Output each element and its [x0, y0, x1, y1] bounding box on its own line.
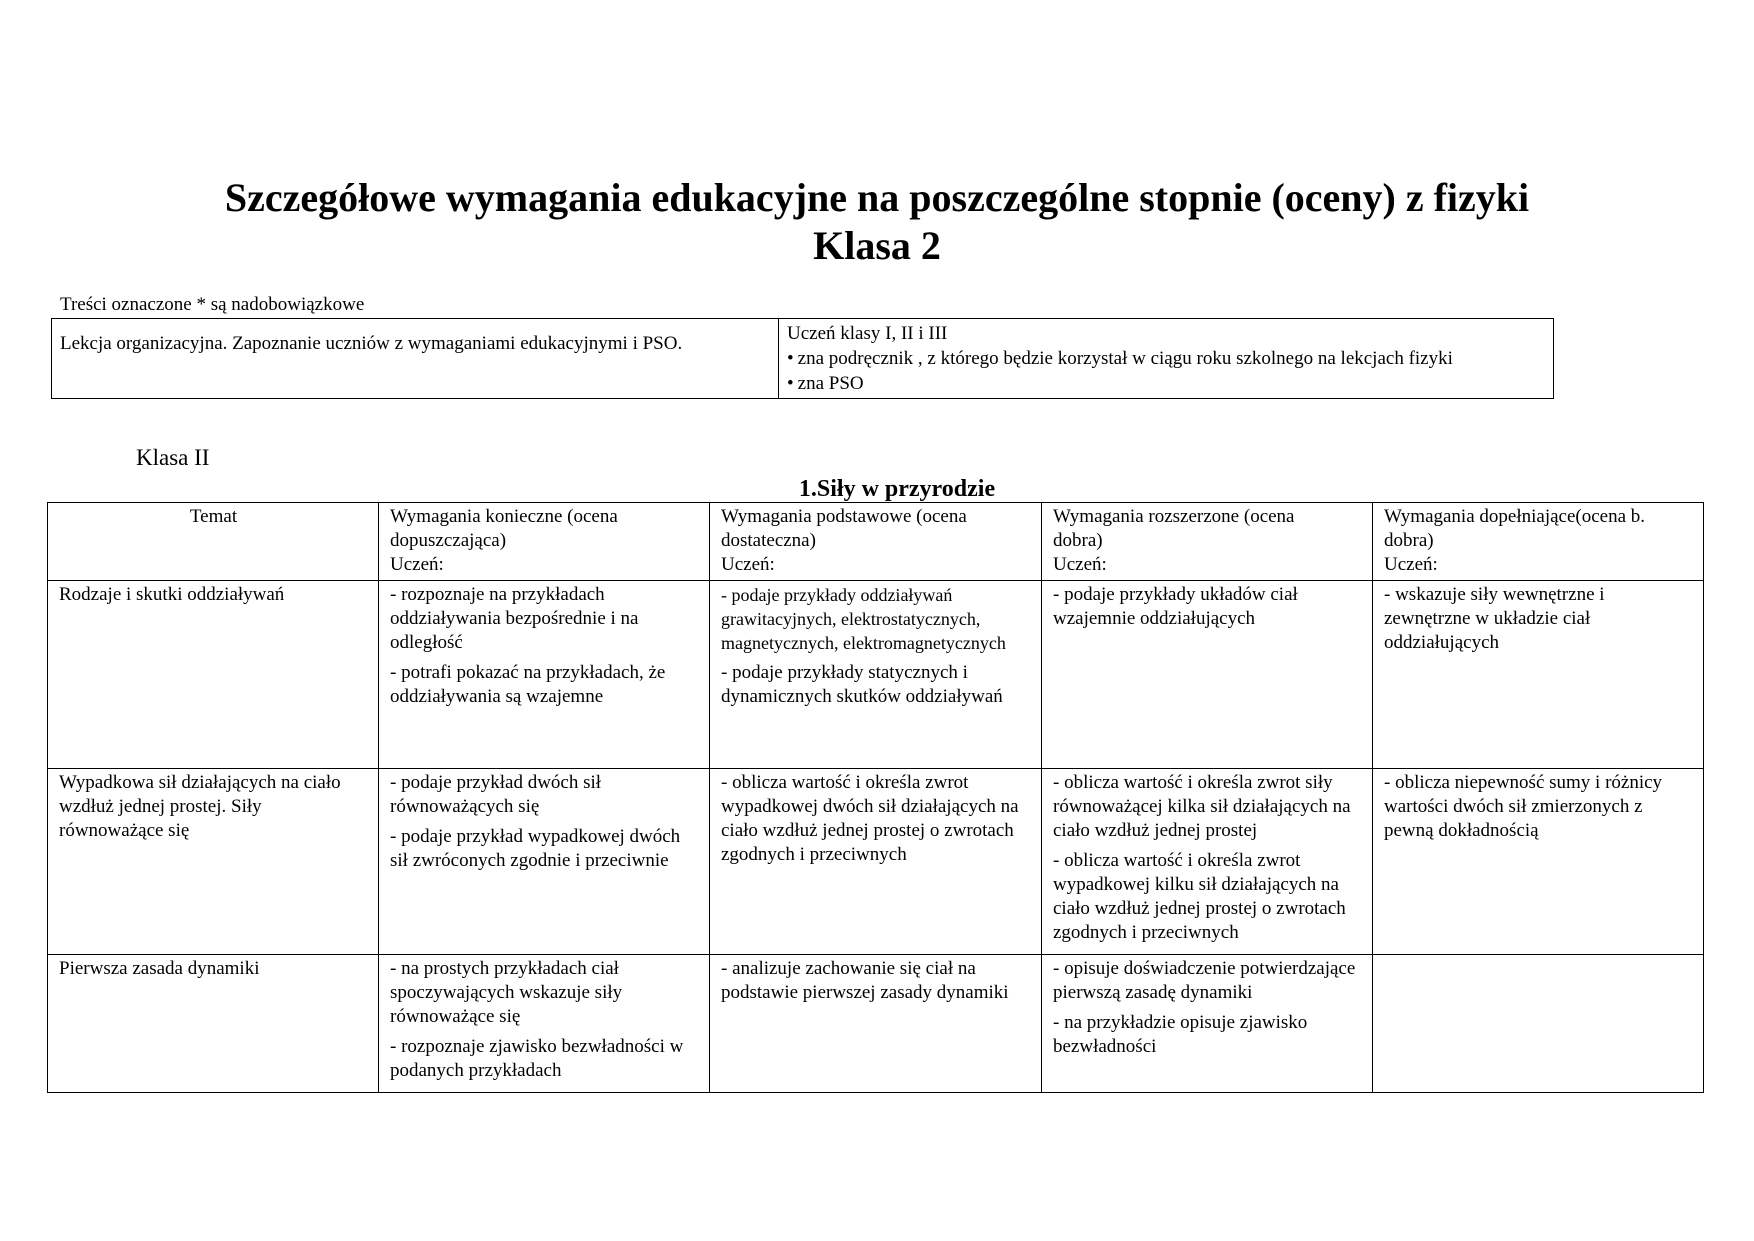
- requirement-item: - podaje przykłady statycznych i dynamicznych skutków oddziaływań: [721, 662, 1003, 707]
- table-row: [48, 581, 1704, 769]
- header-basic: [710, 503, 1042, 581]
- requirements-table: [47, 502, 1704, 1093]
- requirement-item: - wskazuje siły wewnętrzne i zewnętrzne w układzie ciał oddziałujących: [1384, 584, 1605, 653]
- extended-cell: [1042, 955, 1373, 1093]
- intro-requirements-heading: Uczeń klasy I, II i III: [787, 323, 948, 344]
- header-required: [379, 503, 710, 581]
- requirement-item: - rozpoznaje na przykładach oddziaływania bezpośrednie i na odległość: [390, 584, 639, 653]
- extended-cell: [1042, 769, 1373, 955]
- header-text: dopuszczająca): [390, 530, 507, 551]
- requirement-item: - podaje przykład wypadkowej dwóch sił zwróconych zgodnie i przeciwnie: [390, 826, 681, 871]
- section-title: 1.Siły w przyrodzie: [798, 476, 996, 502]
- topic-cell: Pierwsza zasada dynamiki: [48, 955, 379, 1093]
- requirement-item: - analizuje zachowanie się ciał na podstawie pierwszej zasady dynamiki: [721, 958, 1009, 1003]
- header-text: Uczeń:: [721, 554, 775, 575]
- requirement-item: - rozpoznaje zjawisko bezwładności w podanych przykładach: [390, 1036, 684, 1081]
- basic-cell: [710, 581, 1042, 769]
- requirement-item: - na przykładzie opisuje zjawisko bezwładności: [1053, 1012, 1308, 1057]
- intro-bullet-list: [787, 346, 1545, 396]
- header-text: Wymagania konieczne (ocena: [390, 506, 618, 527]
- intro-lesson-cell: Lekcja organizacyjna. Zapoznanie uczniów z wymaganiami edukacyjnymi i PSO.: [52, 319, 779, 399]
- table-row: [48, 769, 1704, 955]
- header-text: Uczeń:: [1053, 554, 1107, 575]
- header-topic: [48, 503, 379, 581]
- header-text: dobra): [1053, 530, 1103, 551]
- topic-cell: Wypadkowa sił działających na ciało wzdłuż jednej prostej. Siły równoważące się: [48, 769, 379, 955]
- intro-bullet: • zna podręcznik , z którego będzie korzystał w ciągu roku szkolnego na lekcjach fizyki: [787, 346, 1545, 371]
- header-text: dobra): [1384, 530, 1434, 551]
- complementary-cell: [1373, 955, 1704, 1093]
- table-header-row: [48, 503, 1704, 581]
- requirement-item: - podaje przykłady układów ciał wzajemnie oddziałujących: [1053, 584, 1298, 629]
- requirement-item: - podaje przykład dwóch sił równoważących się: [390, 772, 602, 817]
- header-text: Uczeń:: [390, 554, 444, 575]
- requirement-item: - oblicza wartość i określa zwrot wypadkowej dwóch sił działających na ciało wzdłuż jednej prostej o zwrotach zgodnych i przeciwnych: [721, 772, 1019, 865]
- requirement-item: - na prostych przykładach ciał spoczywających wskazuje siły równoważące się: [390, 958, 623, 1027]
- extended-cell: [1042, 581, 1373, 769]
- intro-bullet: • zna PSO: [787, 371, 1545, 396]
- requirement-item: - oblicza niepewność sumy i różnicy wartości dwóch sił zmierzonych z pewną dokładnością: [1384, 772, 1663, 841]
- header-extended: [1042, 503, 1373, 581]
- optional-content-note: Treści oznaczone * są nadobowiązkowe: [60, 294, 365, 315]
- intro-requirements-cell: [779, 319, 1554, 399]
- document-title: Szczegółowe wymagania edukacyjne na poszczególne stopnie (oceny) z fizyki: [224, 175, 1530, 220]
- header-text: dostateczna): [721, 530, 816, 551]
- required-cell: [379, 955, 710, 1093]
- intro-table: [51, 318, 1554, 399]
- header-text: Wymagania rozszerzone (ocena: [1053, 506, 1295, 527]
- complementary-cell: [1373, 769, 1704, 955]
- header-text: Temat: [189, 506, 238, 527]
- topic-cell: Rodzaje i skutki oddziaływań: [48, 581, 379, 769]
- requirement-item: - opisuje doświadczenie potwierdzające pierwszą zasadę dynamiki: [1053, 958, 1356, 1003]
- required-cell: [379, 581, 710, 769]
- requirement-item: - potrafi pokazać na przykładach, że oddziaływania są wzajemne: [390, 662, 666, 707]
- table-row: [48, 955, 1704, 1093]
- header-text: Uczeń:: [1384, 554, 1438, 575]
- requirement-item: - oblicza wartość i określa zwrot wypadkowej kilku sił działających na ciało wzdłuż jednej prostej o zwrotach zgodnych i przeciwnych: [1053, 850, 1346, 943]
- header-complementary: [1373, 503, 1704, 581]
- required-cell: [379, 769, 710, 955]
- document-subtitle: Klasa 2: [813, 223, 941, 268]
- basic-cell: [710, 955, 1042, 1093]
- class-label: Klasa II: [136, 445, 210, 470]
- complementary-cell: [1373, 581, 1704, 769]
- header-text: Wymagania podstawowe (ocena: [721, 506, 967, 527]
- basic-cell: [710, 769, 1042, 955]
- requirement-item: - podaje przykłady oddziaływań grawitacyjnych, elektrostatycznych, magnetycznych, elektromagnetycznych: [721, 585, 1006, 653]
- intro-row: [52, 319, 1554, 399]
- requirement-item: - oblicza wartość i określa zwrot siły równoważącej kilka sił działających na ciało wzdłuż jednej prostej: [1053, 772, 1351, 841]
- header-text: Wymagania dopełniające(ocena b.: [1384, 506, 1646, 527]
